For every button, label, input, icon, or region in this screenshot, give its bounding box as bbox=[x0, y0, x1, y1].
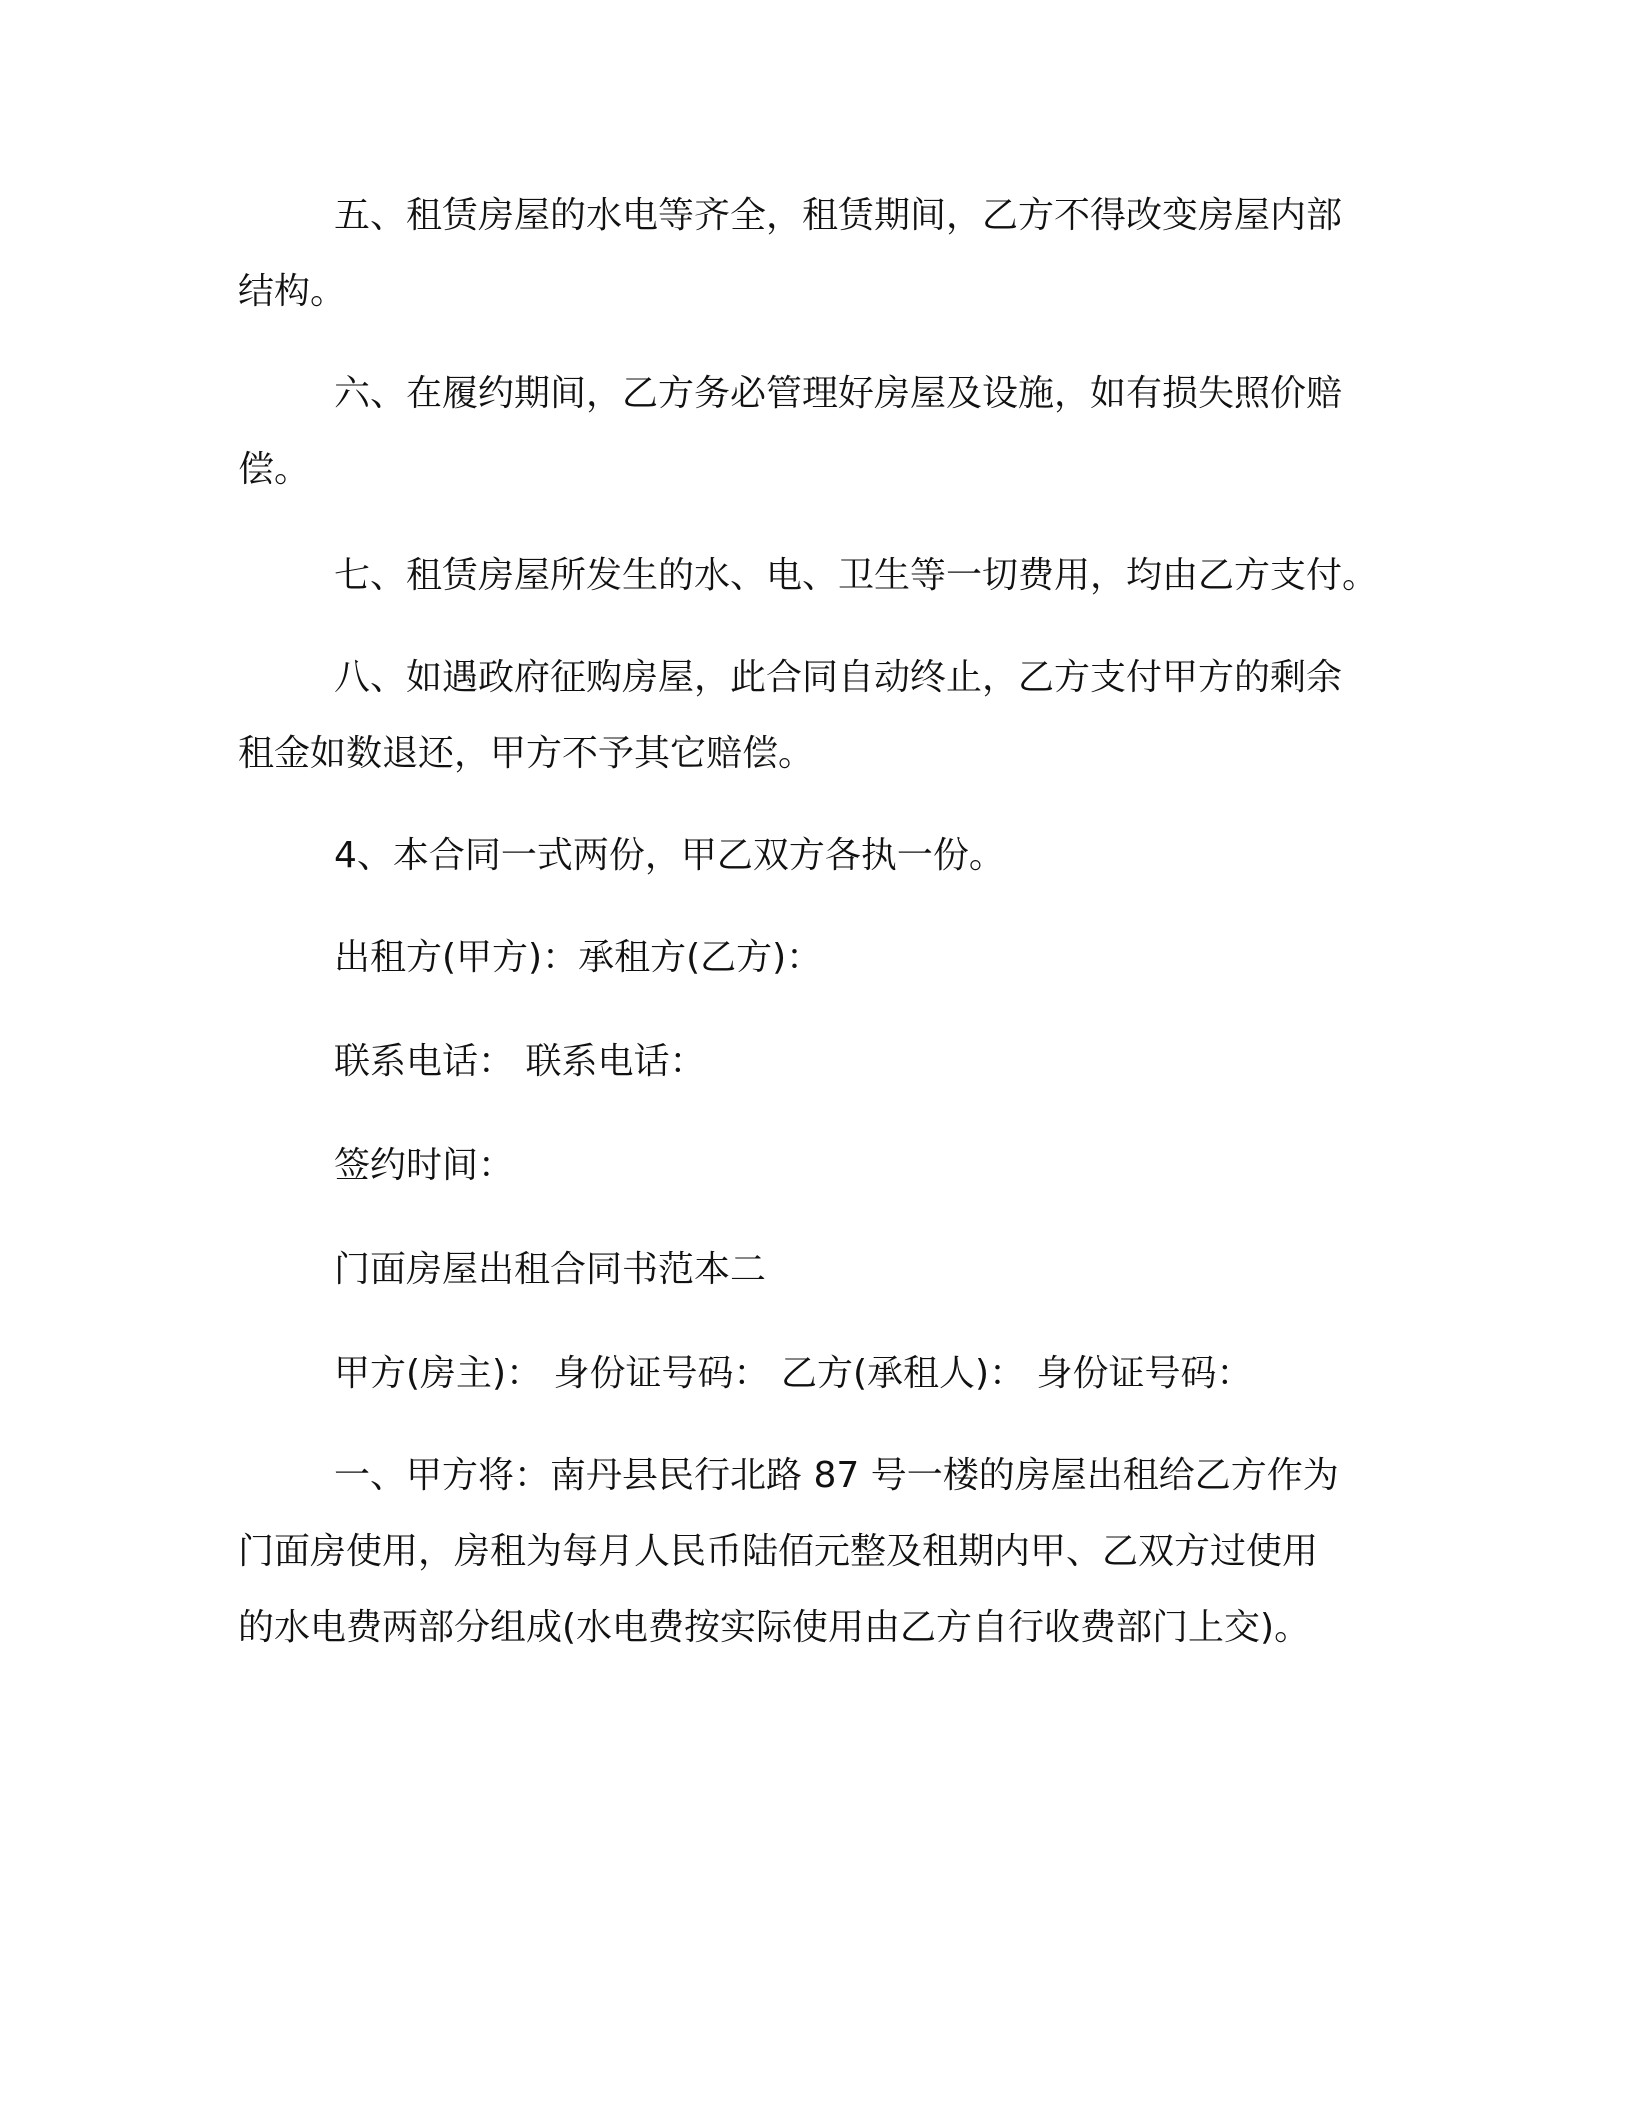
parties-id-line: 甲方(房主)： 身份证号码： 乙方(承租人)： 身份证号码： bbox=[334, 1353, 1253, 1394]
paragraph-6-line-2: 偿。 bbox=[238, 449, 311, 490]
lessor-lessee-line: 出租方(甲方)：承租方(乙方)： bbox=[334, 937, 823, 978]
clause-1-line-3: 的水电费两部分组成(水电费按实际使用由乙方自行收费部门上交)。 bbox=[238, 1607, 1311, 1648]
copies-clause: 4、本合同一式两份，甲乙双方各执一份。 bbox=[334, 835, 1005, 876]
paragraph-8-line-2: 租金如数退还，甲方不予其它赔偿。 bbox=[238, 733, 815, 774]
clause-1-line-2: 门面房使用，房租为每月人民币陆佰元整及租期内甲、乙双方过使用 bbox=[238, 1531, 1319, 1572]
paragraph-8-line-1: 八、如遇政府征购房屋，此合同自动终止，乙方支付甲方的剩余 bbox=[334, 657, 1343, 698]
contact-phone-line: 联系电话： 联系电话： bbox=[334, 1041, 706, 1082]
clause-1-line-1: 一、甲方将：南丹县民行北路 87 号一楼的房屋出租给乙方作为 bbox=[334, 1455, 1339, 1496]
paragraph-7-line-1: 七、租赁房屋所发生的水、电、卫生等一切费用，均由乙方支付。 bbox=[334, 555, 1379, 596]
paragraph-5-line-2: 结构。 bbox=[238, 271, 347, 312]
sample-two-title: 门面房屋出租合同书范本二 bbox=[334, 1249, 767, 1290]
paragraph-5-line-1: 五、租赁房屋的水电等齐全，租赁期间，乙方不得改变房屋内部 bbox=[334, 195, 1343, 236]
signing-time-line: 签约时间： bbox=[334, 1145, 515, 1186]
paragraph-6-line-1: 六、在履约期间，乙方务必管理好房屋及设施，如有损失照价赔 bbox=[334, 373, 1343, 414]
